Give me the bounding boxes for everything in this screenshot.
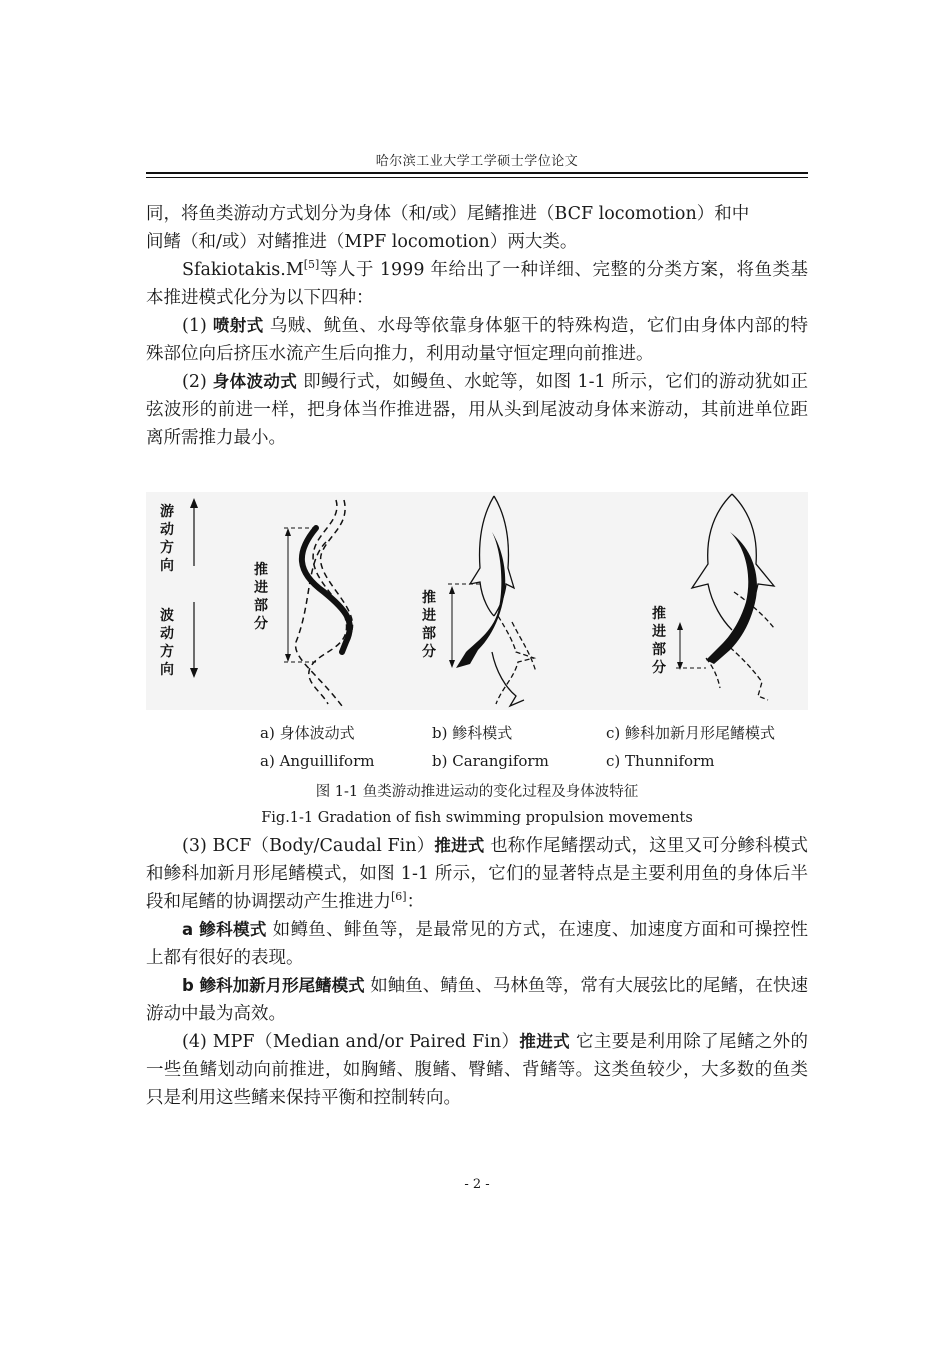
paragraph-8-lead: (4) MPF（Median and/or Paired Fin） bbox=[182, 1032, 520, 1052]
citation-6: [6] bbox=[391, 890, 407, 904]
paragraph-3-text: 乌贼、鱿鱼、水母等依靠身体躯干的特殊构造，它们由身体内部的特殊部位向后挤压水流产生后向推力，利用动量守恒定理向前推进。 bbox=[146, 316, 808, 364]
label-char: 进 bbox=[422, 608, 436, 624]
label-char: 分 bbox=[422, 644, 436, 660]
paragraph-6-text: 如鳟鱼、鲱鱼等，是最常见的方式，在速度、加速度方面和可操控性上都有很好的表现。 bbox=[146, 920, 808, 968]
paragraph-1-line-1: 同，将鱼类游动方式划分为身体（和/或）尾鳍推进（BCF locomotion）和中 bbox=[146, 204, 750, 224]
paragraph-2-text: 等人于 1999 年给出了一种详细、完整的分类方案，将鱼类基本推进模式化分为以下四种： bbox=[146, 260, 808, 308]
label-char: 推 bbox=[422, 590, 436, 606]
term-mpf: 推进式 bbox=[519, 1032, 570, 1051]
subcaption-a-en: a) Anguilliform bbox=[260, 752, 375, 770]
label-char: 进 bbox=[652, 624, 666, 640]
citation-5: [5] bbox=[303, 258, 320, 272]
paragraph-5-end: ： bbox=[406, 892, 425, 912]
header-rule-thick bbox=[146, 172, 808, 174]
label-char: 游 bbox=[160, 504, 174, 520]
label-char: 推 bbox=[652, 606, 666, 622]
label-char: 分 bbox=[254, 616, 268, 632]
running-header: 哈尔滨工业大学工学硕士学位论文 bbox=[375, 154, 579, 169]
term-jet: 喷射式 bbox=[212, 316, 264, 335]
item-number: (1) bbox=[182, 316, 213, 336]
paragraph-7 bbox=[146, 972, 808, 1028]
item-number: (2) bbox=[182, 372, 213, 392]
author-name: Sfakiotakis.M bbox=[182, 260, 304, 280]
label-char: 部 bbox=[422, 626, 436, 642]
label-char: 推 bbox=[254, 562, 268, 578]
label-char: 方 bbox=[160, 540, 174, 556]
figure-caption-cn: 图 1-1 鱼类游动推进运动的变化过程及身体波特征 bbox=[315, 784, 639, 800]
paragraph-6 bbox=[146, 916, 808, 972]
subcaption-c-en: c) Thunniform bbox=[606, 752, 715, 770]
paragraph-8 bbox=[146, 1028, 808, 1112]
subcaption-b-cn: b) 鲹科模式 bbox=[432, 724, 513, 742]
page-number: - 2 - bbox=[464, 1177, 490, 1192]
header-rule-thin bbox=[146, 177, 808, 178]
label-char: 动 bbox=[160, 522, 174, 538]
figure-fish-propulsion bbox=[146, 492, 808, 710]
label-char: 方 bbox=[160, 644, 174, 660]
subcaption-a-cn: a) 身体波动式 bbox=[260, 724, 355, 742]
label-char: 向 bbox=[160, 558, 174, 574]
subcaption-b-en: b) Carangiform bbox=[432, 752, 549, 770]
body-text-bottom bbox=[146, 832, 808, 1112]
label-char: 波 bbox=[160, 608, 174, 624]
paragraph-5-lead: (3) BCF（Body/Caudal Fin） bbox=[182, 836, 435, 856]
label-char: 分 bbox=[652, 660, 666, 676]
term-undulation: 身体波动式 bbox=[212, 372, 298, 391]
paragraph-2 bbox=[146, 256, 808, 312]
body-text-top bbox=[146, 200, 808, 452]
paragraph-3 bbox=[146, 312, 808, 368]
label-char: 向 bbox=[160, 662, 174, 678]
label-char: 进 bbox=[254, 580, 268, 596]
paragraph-1-line-2: 间鳍（和/或）对鳍推进（MPF locomotion）两大类。 bbox=[146, 232, 578, 252]
label-char: 部 bbox=[652, 642, 666, 658]
subcaption-c-cn: c) 鲹科加新月形尾鳍模式 bbox=[606, 724, 776, 742]
paragraph-4 bbox=[146, 368, 808, 452]
figure-caption-en: Fig.1-1 Gradation of fish swimming propulsion movements bbox=[261, 810, 693, 826]
paragraph-5-text: 也称作尾鳍摆动式，这里又可分鲹科模式和鲹科加新月形尾鳍模式，如图 1-1 所示，它们的显著特点是主要利用鱼的身体后半段和尾鳍的协调摆动产生推进力 bbox=[146, 836, 809, 912]
label-char: 动 bbox=[160, 626, 174, 642]
paragraph-7-text: 如鲉鱼、鲭鱼、马林鱼等，常有大展弦比的尾鳍，在快速游动中最为高效。 bbox=[146, 976, 808, 1024]
paragraph-5 bbox=[146, 832, 808, 916]
term-carangiform: a 鲹科模式 bbox=[182, 920, 267, 939]
term-bcf: 推进式 bbox=[434, 836, 485, 855]
paragraph-8-text: 它主要是利用除了尾鳍之外的一些鱼鳍划动向前推进，如胸鳍、腹鳍、臀鳍、背鳍等。这类鱼较少，大多数的鱼类只是利用这些鳍来保持平衡和控制转向。 bbox=[146, 1032, 809, 1108]
paragraph-4-text: 即鳗行式，如鳗鱼、水蛇等，如图 1-1 所示，它们的游动犹如正弦波形的前进一样，把身体当作推进器，用从头到尾波动身体来游动，其前进单位距离所需推力最小。 bbox=[146, 372, 808, 448]
term-thunniform: b 鲹科加新月形尾鳍模式 bbox=[182, 976, 365, 995]
label-char: 部 bbox=[254, 598, 268, 614]
